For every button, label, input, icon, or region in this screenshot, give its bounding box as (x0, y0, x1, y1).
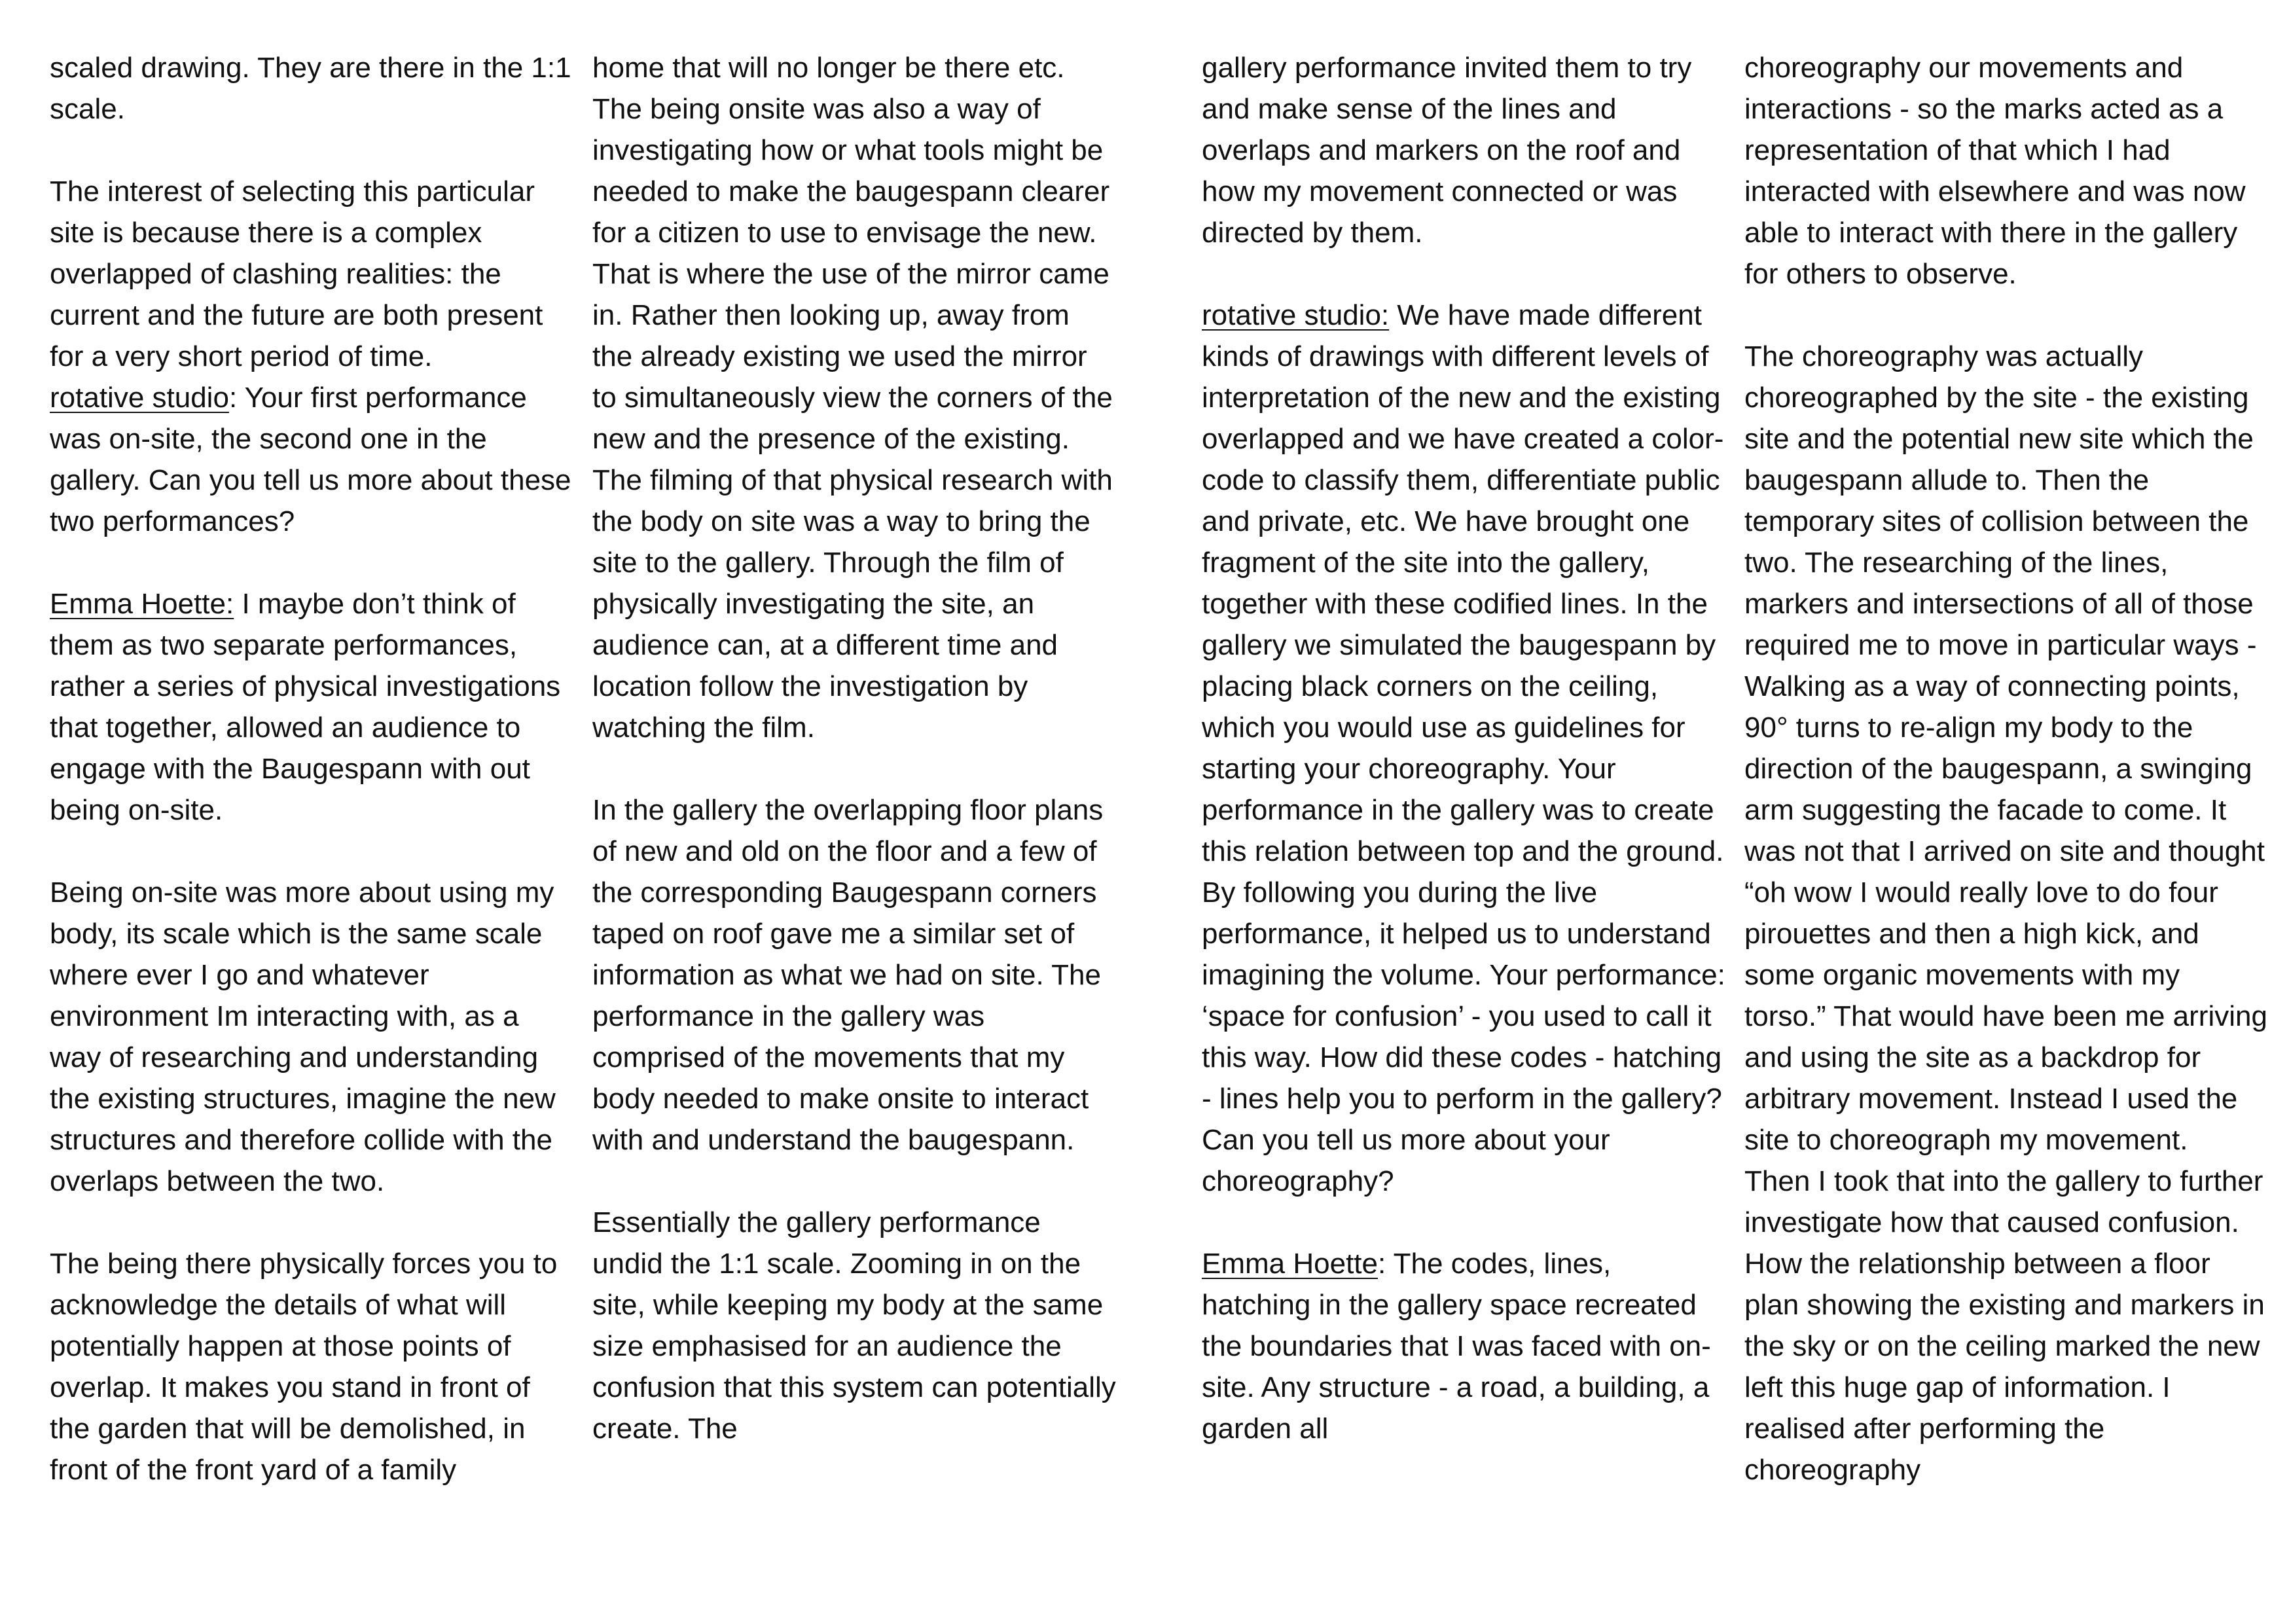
body-text: home that will no longer be there etc. The being onsite was also a way of investigating how or what tools might be needed to make the baugespann clearer for a citizen to use to envisage the new. That is where the use of the mirror came in. Rather then looking up, away from the already existing we used the mirror to simultaneously view the corners of the new and the presence of the existing. The filming of that physical research with the body on site was a way to bring the site to the gallery. Through the film of physically investigating the site, an audience can, at a different time and location follow the investigation by watching the film. (592, 52, 1121, 744)
paragraph (1202, 1243, 1725, 1449)
paragraph (1744, 47, 2268, 295)
text-column-4 (1744, 47, 2276, 1490)
speaker-name: rotative studio (50, 382, 229, 414)
speaker-colon: : (1377, 1248, 1386, 1280)
body-text: The interest of selecting this particular site is because there is a complex overlapped of clashing realities: the current and the future are both present for a very short period of time. (50, 175, 551, 372)
paragraph (50, 171, 573, 377)
paragraph (1744, 336, 2276, 1161)
speaker-name: Emma Hoette: (50, 588, 234, 620)
paragraph (50, 872, 573, 1202)
text-column-2 (592, 47, 1124, 1449)
speaker-colon: : (228, 382, 238, 414)
body-text: We have made different kinds of drawings with different levels of interpretation of the new and the existing overlapped and we have created a color-code to classify them, differentiate public and private, etc. We have brought one fragment of the site into the gallery, together with these codified lines. In the gallery we simulated the baugespann by placing black corners on the ceiling, which you would use as guidelines for starting your choreography. Your performance in the gallery was to create this relation between top and the ground. (1202, 299, 1729, 867)
body-text: Being on-site was more about using my body, its scale which is the same scale where ever I go and whatever environment Im interacting with, as a way of researching and understanding the existing structures, imagine the new structures and therefore collide with the overlaps between the two. (50, 876, 564, 1197)
paragraph (1202, 47, 1725, 253)
body-text: gallery performance invited them to try and make sense of the lines and overlaps and markers on the roof and how my movement connected or was directed by them. (1202, 52, 1700, 249)
body-text: The being there physically forces you to acknowledge the details of what will potentially happen at those points of overlap. It makes you stand in front of the garden that will be demolished, in front of the front yard of a family (50, 1248, 566, 1486)
body-text: choreography our movements and interactions - so the marks acted as a representation of that which I had interacted with elsewhere and was now able to interact with there in the gallery for others to observe. (1744, 52, 2254, 290)
paragraph (592, 789, 1116, 1161)
body-text: scaled drawing. They are there in the 1:1 scale. (50, 52, 579, 125)
text-column-3 (1202, 47, 1734, 1449)
paragraph (592, 1202, 1124, 1449)
body-text: By following you during the live performance, it helped us to understand imagining the volume. Your performance: ‘space for confusion’ - you used to call it this way. How did these codes - hatching - lines help you to perform in the gallery? Can you tell us more about your choreography? (1202, 876, 1734, 1197)
text-column-1 (50, 47, 579, 1490)
paragraph (1202, 295, 1729, 872)
body-text: I maybe don’t think of them as two separate performances, rather a series of physical investigations that together, allowed an audience to engage with the Baugespann with out being on-site. (50, 588, 569, 826)
paragraph (50, 583, 573, 831)
paragraph (50, 377, 579, 542)
body-text: The codes, lines, hatching in the gallery space recreated the boundaries that I was faced with on-site. Any structure - a road, a building, a garden all (1202, 1248, 1718, 1445)
speaker-name: rotative studio: (1202, 299, 1390, 331)
paragraph (1744, 1161, 2273, 1490)
body-text: Then I took that into the gallery to further investigate how that caused confusion. How the relationship between a floor plan showing the existing and markers in the sky or on the ceiling marked the new left this huge gap of information. I realised after performing the choreography (1744, 1165, 2273, 1486)
paragraph (50, 47, 579, 130)
paragraph (50, 1243, 573, 1490)
body-text: In the gallery the overlapping floor plans of new and old on the floor and a few of the corresponding Baugespann corners taped on roof gave me a similar set of information as what we had on site. The performance in the gallery was comprised of the movements that my body needed to make onsite to interact with and understand the baugespann. (592, 794, 1111, 1156)
body-text: Your first performance was on-site, the second one in the gallery. Can you tell us more about these two performances? (50, 382, 579, 537)
body-text: Essentially the gallery performance undid the 1:1 scale. Zooming in on the site, while keeping my body at the same size emphasised for an audience the confusion that this system can potentially create. The (592, 1206, 1124, 1445)
speaker-name: Emma Hoette (1202, 1248, 1378, 1280)
paragraph (592, 47, 1121, 748)
body-text: The choreography was actually choreographed by the site - the existing site and the potential new site which the baugespann allude to. Then the temporary sites of collision between the two. The researching of the lines, markers and intersections of all of those required me to move in particular ways - Walking as a way of connecting points, 90° turns to re-align my body to the direction of the baugespann, a swinging arm suggesting the facade to come. It was not that I arrived on site and thought “oh wow I would really love to do four pirouettes and then a high kick, and some organic movements with my torso.” That would have been me arriving and using the site as a backdrop for arbitrary movement. Instead I used the site to choreograph my movement. (1744, 340, 2276, 1156)
paragraph (1202, 872, 1734, 1202)
